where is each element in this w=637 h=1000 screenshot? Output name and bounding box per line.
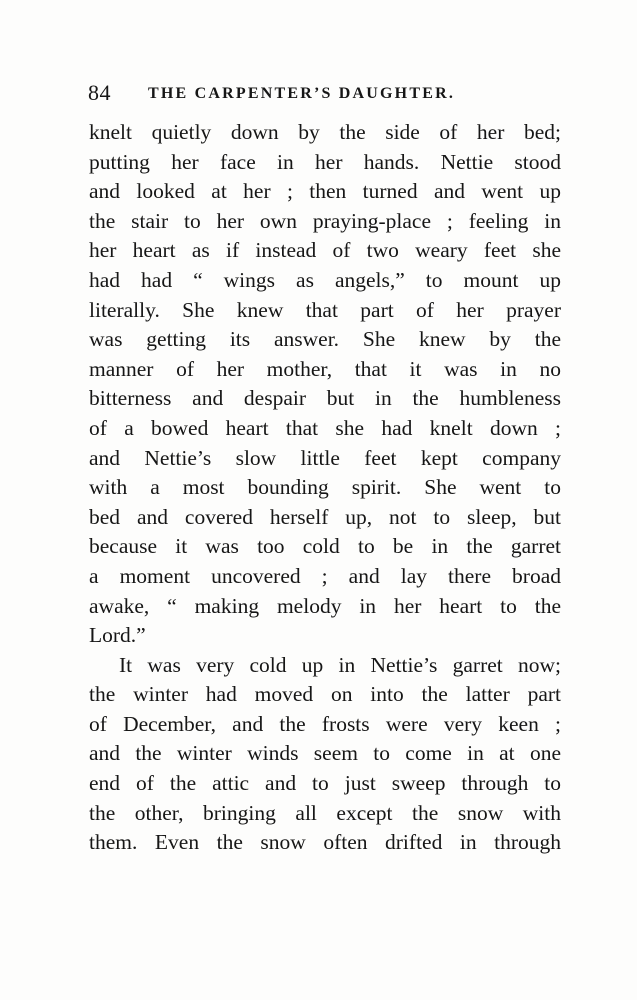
text-line: of a bowed heart that she had knelt down ;: [89, 415, 561, 440]
body-text: [89, 118, 561, 858]
page-number: 84: [88, 80, 111, 105]
text-line: putting her face in her hands. Nettie stood: [89, 149, 561, 174]
text-line: literally. She knew that part of her prayer: [89, 297, 561, 322]
text-line: her heart as if instead of two weary feet she: [89, 238, 561, 263]
running-title: THE CARPENTER’S DAUGHTER.: [148, 85, 456, 102]
text-line: knelt quietly down by the side of her bed;: [89, 120, 561, 144]
text-line: the other, bringing all except the snow with: [89, 800, 561, 825]
text-line: with a most bounding spirit. She went to: [89, 475, 561, 500]
paragraph-end-line: Lord.”: [89, 623, 146, 648]
page-header: [88, 78, 548, 108]
text-line: because it was too cold to be in the garret: [89, 534, 561, 559]
text-line: and Nettie’s slow little feet kept company: [89, 445, 561, 470]
text-line: of December, and the frosts were very keen ;: [89, 711, 561, 736]
text-line: and the winter winds seem to come in at one: [89, 741, 561, 766]
text-line: awake, “ making melody in her heart to the: [89, 593, 561, 618]
text-line: and looked at her ; then turned and went up: [89, 179, 561, 204]
paragraph-start-line: It was very cold up in Nettie’s garret now;: [119, 652, 561, 677]
text-line: the winter had moved on into the latter part: [89, 682, 561, 707]
text-line: bitterness and despair but in the humbleness: [89, 386, 561, 411]
text-line: had had “ wings as angels,” to mount up: [89, 267, 561, 292]
text-line: a moment uncovered ; and lay there broad: [89, 563, 561, 588]
text-line: them. Even the snow often drifted in through: [89, 830, 561, 855]
text-line: manner of her mother, that it was in no: [89, 356, 561, 381]
text-line: end of the attic and to just sweep through to: [89, 771, 561, 796]
text-line: the stair to her own praying-place ; feeling in: [89, 208, 561, 233]
text-line: bed and covered herself up, not to sleep, but: [89, 504, 561, 529]
text-line: was getting its answer. She knew by the: [89, 327, 561, 352]
